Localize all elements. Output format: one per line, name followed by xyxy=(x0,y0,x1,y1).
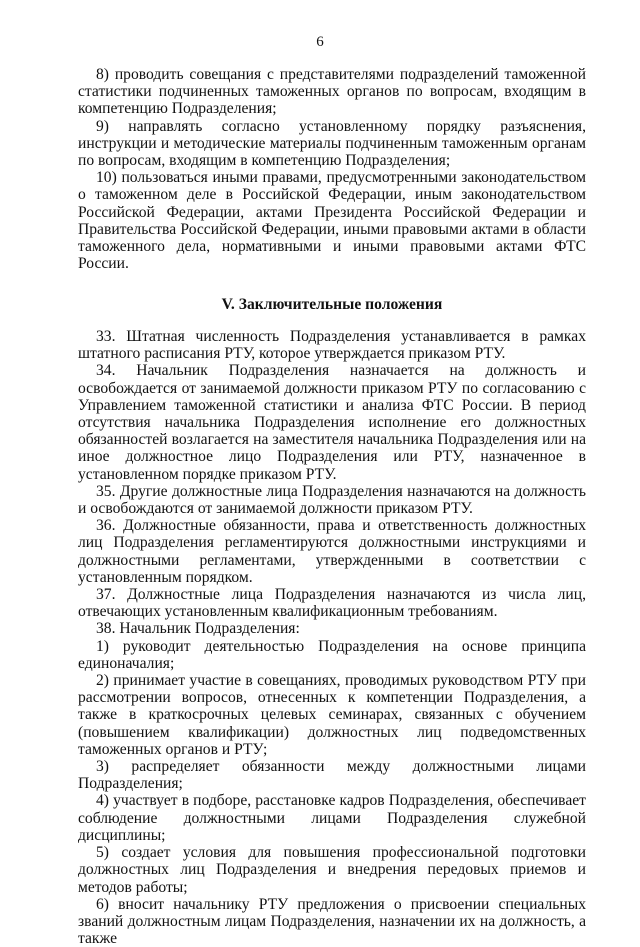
list-item: 2) принимает участие в совещаниях, проводимых руководством РТУ при рассмотрении вопросов, отнесенных к компетенции Подразделения, а также в краткосрочных целевых семинарах, связанных с обучением (повышением квалификации) должностных лиц подведомственных таможенных органов и РТУ; xyxy=(78,672,586,758)
clause-34: 34. Начальник Подразделения назначается на должность и освобождается от занимаемой должности приказом РТУ по согласованию с Управлением таможенной статистики и анализа ФТС России. В период отсутствия начальника Подразделения исполнение его должностных обязанностей возлагается на заместителя начальника Подразделения или на иное должностное лицо Подразделения или РТУ, назначенное в установленном порядке приказом РТУ. xyxy=(78,362,586,483)
final-provisions-body xyxy=(78,328,586,947)
list-item: 5) создает условия для повышения профессиональной подготовки должностных лиц Подразделения и внедрения передовых приемов и методов работы; xyxy=(78,844,586,896)
list-item: 6) вносит начальнику РТУ предложения о присвоении специальных званий должностным лицам Подразделения, назначении их на должность, а также xyxy=(78,895,586,947)
clause-35: 35. Другие должностные лица Подразделения назначаются на должность и освобождаются от занимаемой должности приказом РТУ. xyxy=(78,482,586,518)
section-heading: V. Заключительные положения xyxy=(221,296,443,313)
list-item: 1) руководит деятельностью Подразделения на основе принципа единоначалия; xyxy=(78,637,586,672)
clause-38: 38. Начальник Подразделения: xyxy=(96,620,300,638)
clause-33: 33. Штатная численность Подразделения устанавливается в рамках штатного расписания РТУ, которое утверждается приказом РТУ. xyxy=(78,328,586,363)
page-number: 6 xyxy=(316,34,324,50)
clause-37: 37. Должностные лица Подразделения назначаются из числа лиц, отвечающих установленным квалификационным требованиям. xyxy=(78,586,586,621)
list-item: 4) участвует в подборе, расстановке кадров Подразделения, обеспечивает соблюдение должностными лицами Подразделения служебной дисциплины; xyxy=(78,792,586,844)
list-item: 9) направлять согласно установленному порядку разъяснения, инструкции и методические материалы подчиненным таможенным органам по вопросам, входящим в компетенцию Подразделения; xyxy=(78,117,586,170)
list-item: 10) пользоваться иными правами, предусмотренными законодательством о таможенном деле в Российской Федерации, иным законодательством Российской Федерации, актами Президента Российской Федерации и Правительства Российской Федерации, иными правовыми актами в области таможенного дела, нормативными и иными правовыми актами ФТС России. xyxy=(78,169,586,273)
powers-list-continued xyxy=(78,66,586,272)
clause-36: 36. Должностные обязанности, права и ответственность должностных лиц Подразделения регламентируются должностными инструкциями и должностными регламентами, утвержденными в соответствии с установленным порядком. xyxy=(78,517,586,586)
list-item: 3) распределяет обязанности между должностными лицами Подразделения; xyxy=(78,758,586,793)
list-item: 8) проводить совещания с представителями подразделений таможенной статистики подчиненных таможенных органов по вопросам, входящим в компетенцию Подразделения; xyxy=(78,66,586,118)
